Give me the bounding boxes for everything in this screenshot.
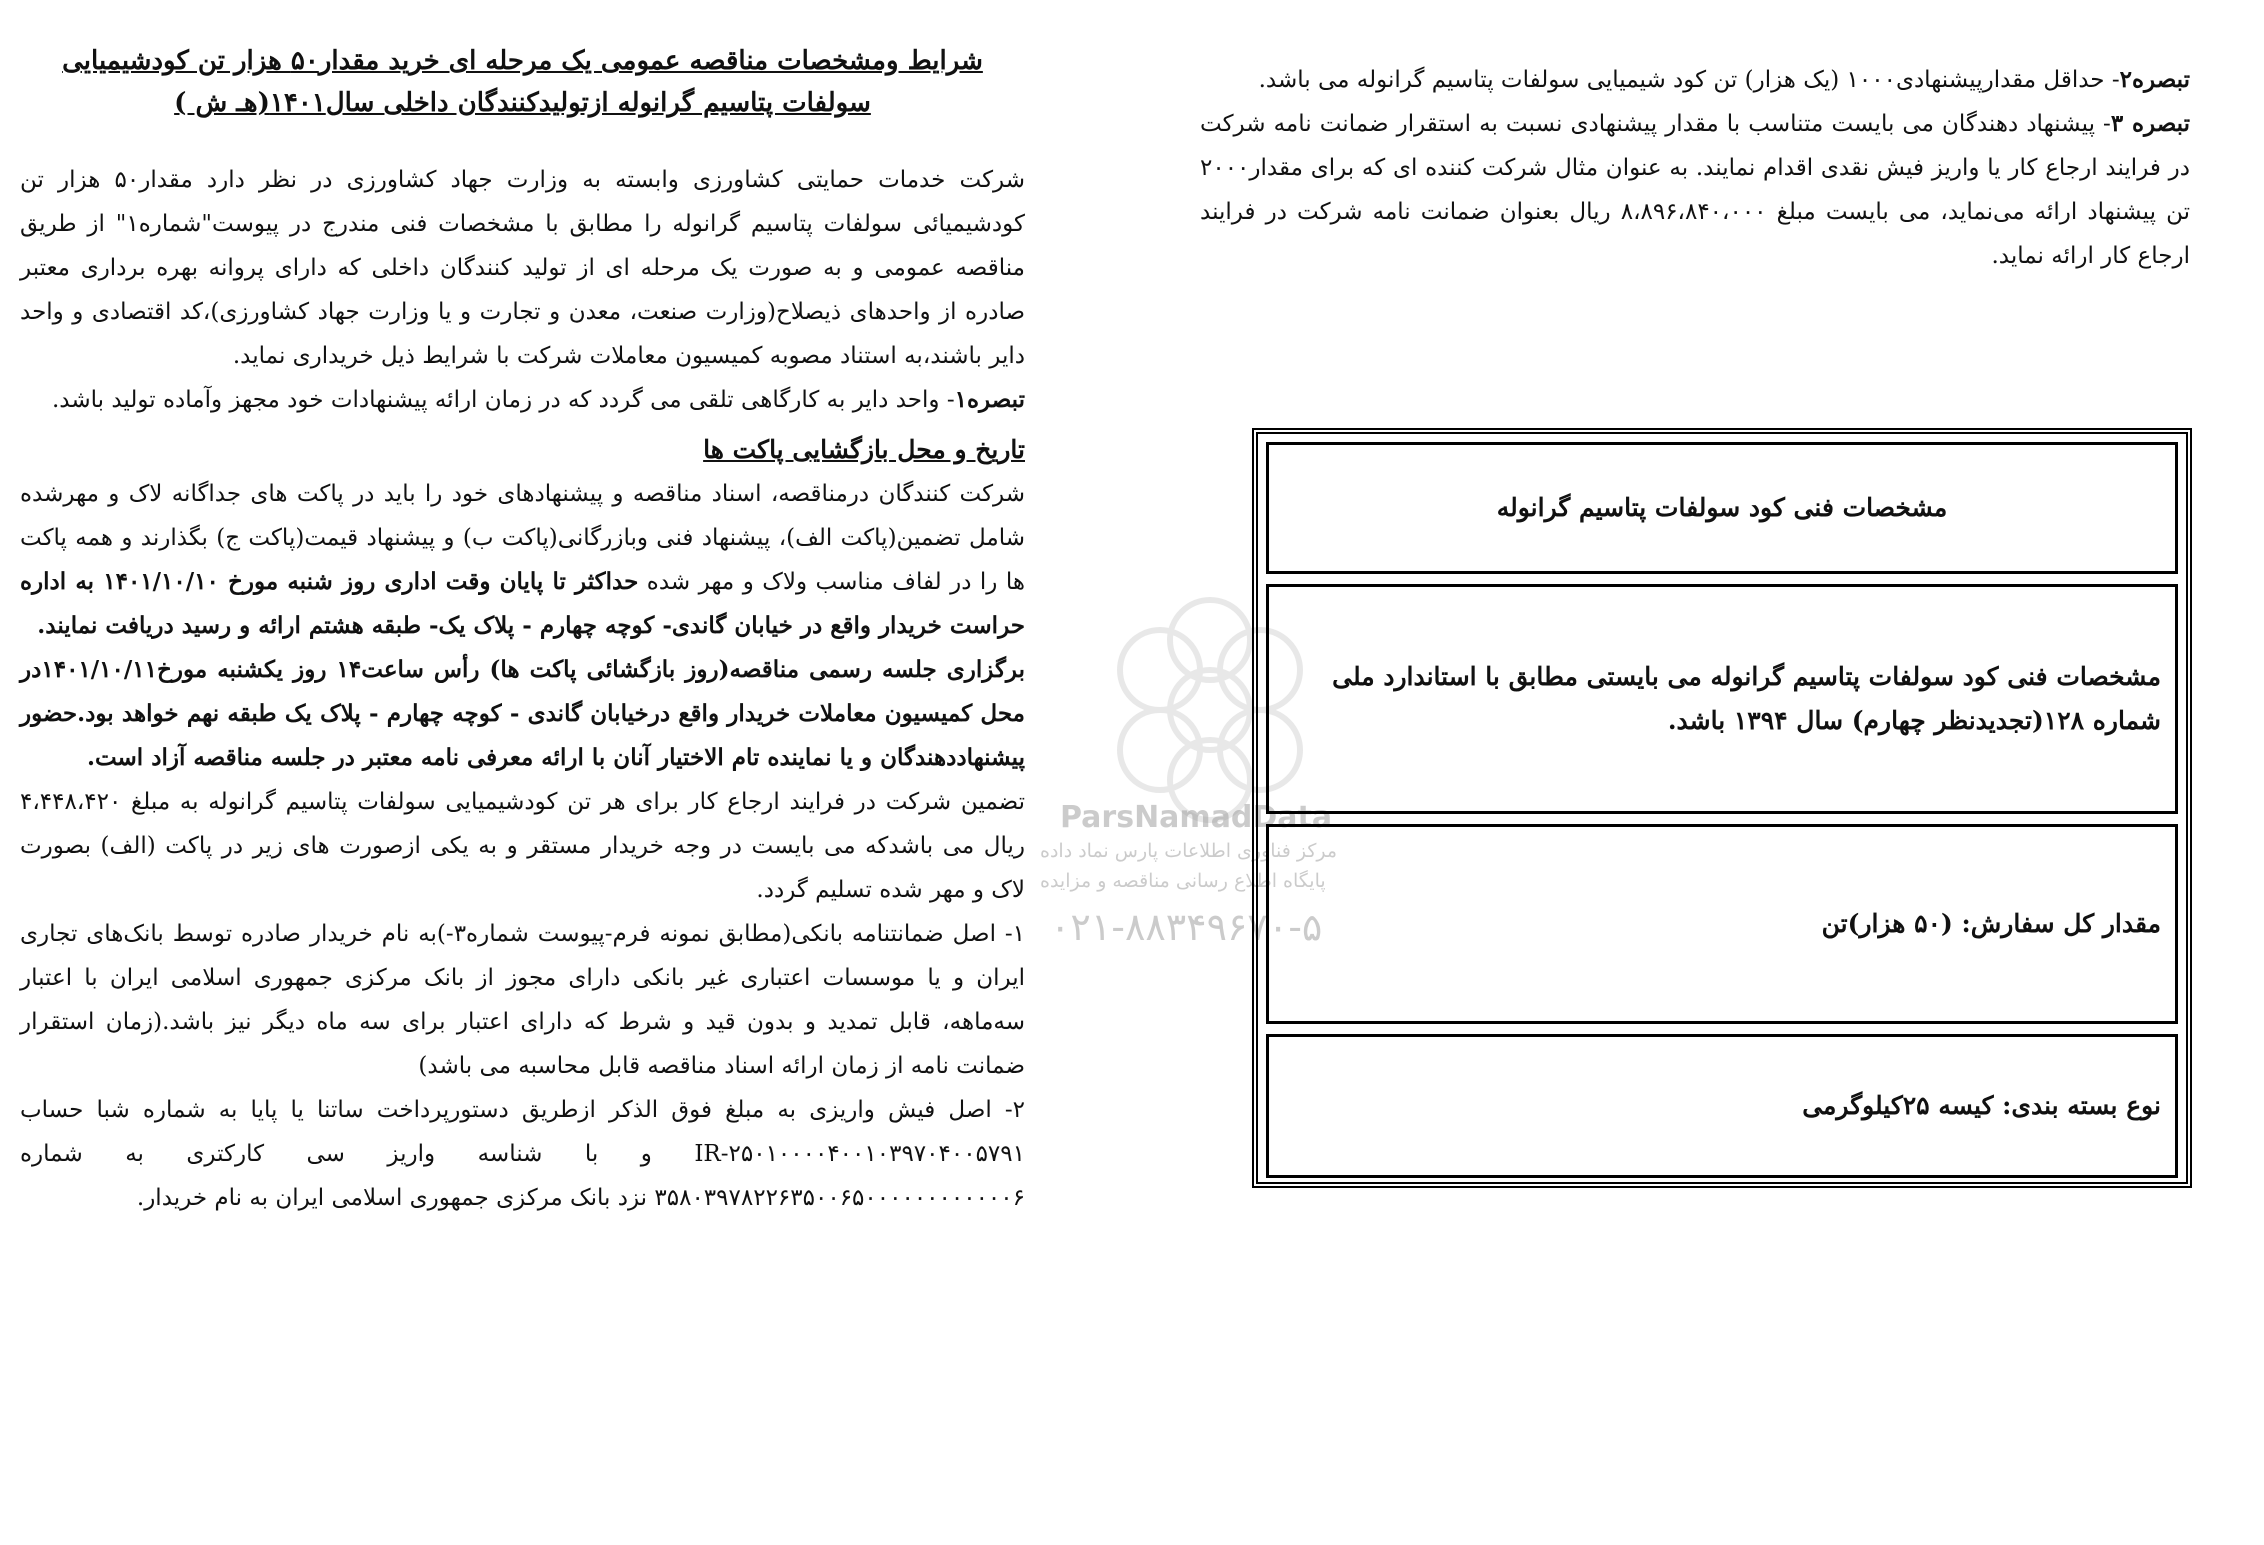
note-1-label: تبصره۱ [954,386,1025,413]
guarantee-paragraph: تضمین شرکت در فرایند ارجاع کار برای هر تن کودشیمیایی سولفات پتاسیم گرانوله به مبلغ ۴،۴۴۸،۴۲۰ ریال می باشدکه می بایست در وجه خریدار مستقر و به یکی ازصورت های زیر در پاکت (الف) بصورت لاک و مهر شده تسلیم گردد. [20,789,1025,903]
opening-paragraph [20,472,1025,648]
guarantee-option-2: ۲- اصل فیش واریزی به مبلغ فوق الذکر ازطریق دستورپرداخت ساتنا یا پایا به شماره شبا حساب IR-۲۵۰۱۰۰۰۰۴۰۰۱۰۳۹۷۰۴۰۰۵۷۹۱ و با شناسه واریز سی کارکتری به شماره ۳۵۸۰۳۹۷۸۲۲۶۳۵۰۰۶۵۰۰۰۰۰۰۰۰۰۰۰۰۶ نزد بانک مرکزی جمهوری اسلامی ایران به نام خریدار. [20,1097,1025,1211]
session-paragraph: برگزاری جلسه رسمی مناقصه(روز بازگشائی پاکت ها) رأس ساعت۱۴ روز یکشنبه مورخ۱۴۰۱/۱۰/۱۱در محل کمیسیون معاملات خریدار واقع درخیابان گاندی - کوچه چهارم - پلاک یک طبقه نهم خواهد بود.حضور پیشنهاددهندگان و یا نماینده تام الاختیار آنان با ارائه معرفی نامه معتبر در جلسه مناقصه آزاد است. [20,656,1025,771]
watermark-line2: پایگاه اطلاع رسانی مناقصه و مزایده [1040,870,1326,892]
spec-table-standard: مشخصات فنی کود سولفات پتاسیم گرانوله می بایستی مطابق با استاندارد ملی شماره ۱۲۸(تجدیدنظر چهارم) سال ۱۳۹۴ باشد. [1266,584,2178,814]
opening-deadline: حداکثر تا پایان وقت اداری روز شنبه مورخ ۱۴۰۱/۱۰/۱۰ به اداره حراست خریدار واقع در خیابان گاندی- کوچه چهارم - پلاک یک- طبقه هشتم ارائه و رسید دریافت نمایند. [20,568,1025,639]
note-1-text: - واحد دایر به کارگاهی تلقی می گردد که در زمان ارائه پیشنهادات خود مجهز وآماده تولید باشد. [51,387,955,413]
watermark-line1: مرکز فناوری اطلاعات پارس نماد داده [1040,840,1338,862]
tender-conditions-column [20,40,1025,1220]
spec-table-quantity: مقدار کل سفارش: (۵۰ هزار)تن [1266,824,2178,1024]
note-3-text: - پیشنهاد دهندگان می بایست متناسب با مقدار پیشنهادی نسبت به استقرار ضمانت نامه شرکت در فرایند ارجاع کار یا واریز فیش نقدی اقدام نمایند. به عنوان مثال شرکت کننده ای که برای مقدار۲۰۰۰ تن پیشنهاد ارائه می‌نماید، می بایست مبلغ ۸،۸۹۶،۸۴۰،۰۰۰ ریال بعنوان ضمانت نامه شرکت در فرایند ارجاع کار ارائه نماید. [1200,111,2190,269]
notes-column [1200,58,2190,278]
watermark-brand: ParsNamadData [1060,800,1333,835]
note-3 [1200,102,2190,278]
document-title [20,40,1025,124]
title-line-2: سولفات پتاسیم گرانوله ازتولیدکنندگان داخلی سال۱۴۰۱(هـ ش ) [174,88,871,118]
section-heading-opening: تاریخ و محل بازگشایی پاکت ها [703,435,1025,464]
note-1 [20,378,1025,422]
title-line-1: شرایط ومشخصات مناقصه عمومی یک مرحله ای خرید مقدار۵۰ هزار تن کودشیمیایی [62,46,983,76]
spec-table-packaging: نوع بسته بندی: کیسه ۲۵کیلوگرمی [1266,1034,2178,1178]
note-2-text: - حداقل مقدارپیشنهادی۱۰۰۰ (یک هزار) تن کود شیمیایی سولفات پتاسیم گرانوله می باشد. [1258,67,2120,93]
intro-paragraph: شرکت خدمات حمایتی کشاورزی وابسته به وزارت جهاد کشاورزی در نظر دارد مقدار۵۰ هزار تن کودشیمیائی سولفات پتاسیم گرانوله را مطابق با مشخصات فنی مندرج در پیوست"شماره۱" از طریق مناقصه عمومی و به صورت یک مرحله ای از تولید کنندگان داخلی که دارای پروانه بهره برداری معتبر صادره از واحدهای ذیصلاح(وزارت صنعت، معدن و تجارت و یا وزارت جهاد کشاورزی)،کد اقتصادی و واحد دایر باشند،به استناد مصوبه کمیسیون معاملات شرکت با شرایط ذیل خریداری نماید. [20,167,1026,369]
watermark-phone: ۰۲۱-۸۸۳۴۹۶۷۰-۵ [1050,905,1323,949]
spec-table-header: مشخصات فنی کود سولفات پتاسیم گرانوله [1266,442,2178,574]
opening-text: شرکت کنندگان درمناقصه، اسناد مناقصه و پیشنهادهای خود را باید در پاکت های جداگانه لاک و مهرشده شامل تضمین(پاکت الف)، پیشنهاد فنی وبازرگانی(پاکت ب) و پیشنهاد قیمت(پاکت ج) بگذارند و همه پاکت ها را در لفاف مناسب ولاک و مهر شده [20,481,1026,595]
note-2 [1200,58,2190,102]
note-2-label: تبصره۲ [2119,66,2190,93]
guarantee-option-1: ۱- اصل ضمانتنامه بانکی(مطابق نمونه فرم-پیوست شماره۳-)به نام خریدار صادره توسط بانک‌های تجاری ایران و یا موسسات اعتباری غیر بانکی دارای مجوز از بانک مرکزی جمهوری اسلامی ایران با اعتبار سه‌ماهه، قابل تمدید و بدون قید و شرط که دارای اعتبار برای سه ماه دیگر نیز باشد.(زمان استقرار ضمانت نامه از زمان ارائه اسناد مناقصه قابل محاسبه می باشد) [20,921,1025,1079]
spec-table [1252,428,2192,1188]
note-3-label: تبصره ۳ [2110,110,2190,137]
